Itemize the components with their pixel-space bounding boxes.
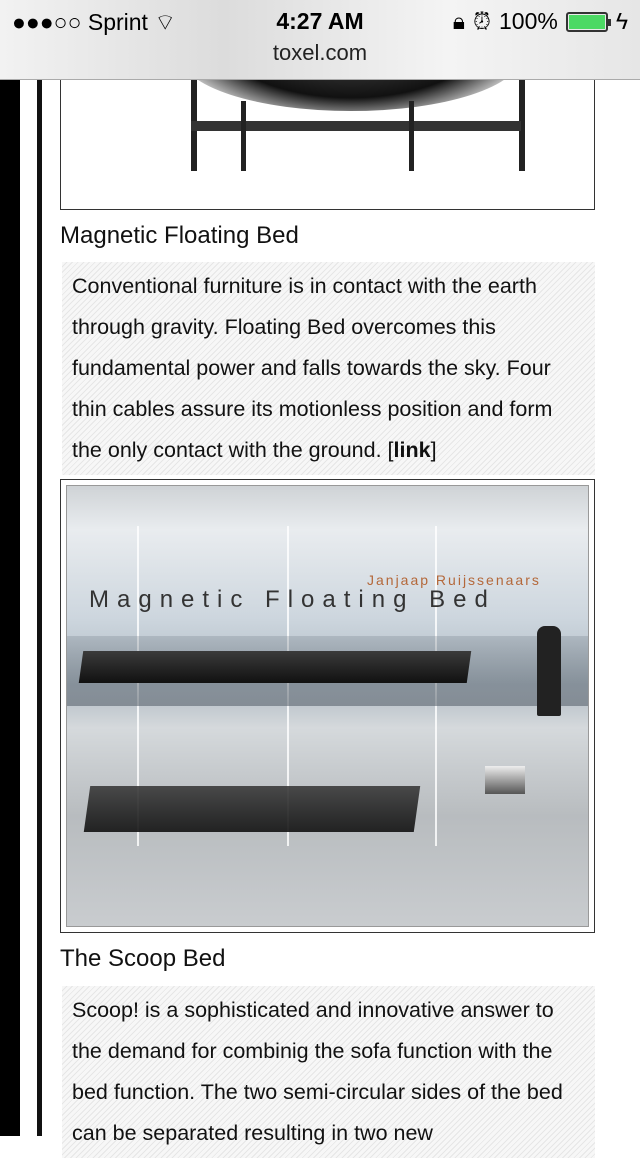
image-title: Magnetic Floating Bed xyxy=(89,586,496,613)
wifi-icon: ⌔ xyxy=(154,9,176,35)
battery-percent: 100% xyxy=(498,8,558,34)
article-title[interactable]: Magnetic Floating Bed xyxy=(60,222,299,249)
charging-icon: ϟ xyxy=(615,8,628,34)
standing-man xyxy=(537,626,561,716)
signal-icon: ●●●○○ xyxy=(12,9,82,35)
article-title[interactable]: The Scoop Bed xyxy=(60,945,226,972)
left-divider xyxy=(37,0,42,1136)
floating-bed xyxy=(79,651,471,683)
article-link[interactable]: link xyxy=(393,438,431,462)
left-border xyxy=(0,0,20,1136)
bed-image-previous xyxy=(60,60,595,210)
article-description: Conventional furniture is in contact with the earth through gravity. Floating Bed overcomes this fundamental power and falls towards the sky. Four thin cables assure its motionless position and form the only contact with the ground. [link] xyxy=(62,262,595,475)
image-subtitle: Janjaap Ruijssenaars xyxy=(367,572,541,588)
alarm-icon: ⏰︎ xyxy=(473,8,491,34)
battery-icon xyxy=(566,12,608,32)
clock: 4:27 AM xyxy=(276,8,364,34)
carrier: ●●●○○ Sprint ⌔ xyxy=(12,9,176,35)
floating-bed-image xyxy=(60,479,595,933)
status-bar xyxy=(0,0,640,80)
bed-reflection xyxy=(84,786,420,832)
books xyxy=(485,766,525,794)
url-bar[interactable]: toxel.com xyxy=(272,40,368,65)
rotation-lock-icon: 🔒︎ xyxy=(452,8,466,34)
article-description: Scoop! is a sophisticated and innovative answer to the demand for combinig the sofa function with the bed function. The two semi-circular sides of the bed can be separated resulting in two new xyxy=(62,986,595,1158)
